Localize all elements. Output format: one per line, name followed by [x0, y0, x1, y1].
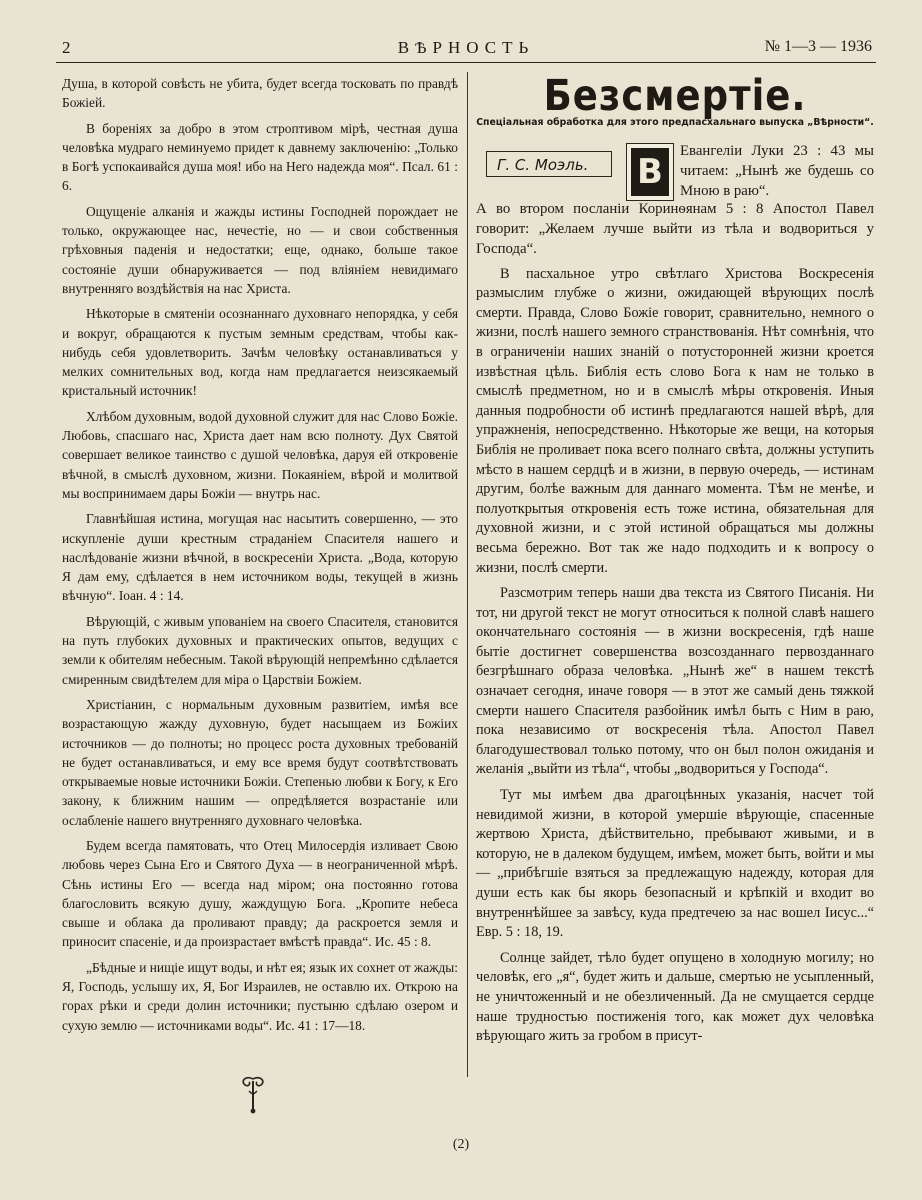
drop-cap-letter: В — [631, 148, 669, 196]
column-divider — [467, 72, 468, 1077]
left-paragraph: Ощущеніе алканія и жажды истины Господней порождает не только, окружающее нас, нечестіе, но — и свои собственныя грѣховныя паденія и недостатки; еще, однако, больше такое состояніе души обнаруживается — под вліяніем невидимаго внутренняго воздѣйствія на нас Христа. — [62, 203, 458, 296]
left-paragraph: Вѣрующій, с живым упованіем на своего Спасителя, становится на путь глубоких духовных и практических опытов, ведущих с земли к обителям небесным. Такой вѣрующій непремѣнно сдѣлается смиренным свидѣтелем для міра о Царствіи Божіем. — [62, 613, 458, 687]
right-paragraph: В пасхальное утро свѣтлаго Христова Воскресенія размыслим глубже о жизни, ожидающей вѣрующих послѣ смерти. Правда, Слово Божіе говорит, сравнительно, немного о жизни, послѣ нашего земного странствованія. Нѣт сомнѣнія, что в ограниченіи наших знаній о потусторонней жизни кроется извѣстная цѣль. Библія есть слово Бога к нам не только в смыслѣ предметном, но и в смыслѣ мѣры откровенія. Иныя данныя подробности об истинѣ предлагаются нашей вѣрѣ, для упражненія, непосредственно. Нѣкоторые же вещи, на которыя Библія не проливает пока всего полнаго свѣта, должны уступить мѣсто в нашем сердцѣ и в жизни, в первую очередь, — истинам другим, болѣе важным для даннаго момента. Тѣм не менѣе, и полуоткрытыя откровенія есть тоже истина, обязательная для духовной жизни, и с этой истиной обращаться мы должны весьма бережно. Вот так же надо подходить и к вопросу о жизни, послѣ смерти. — [476, 265, 874, 576]
left-paragraph: Главнѣйшая истина, могущая нас насытить совершенно, — это искупленіе души крестным страданіем Спасителя нашего и наслѣдованіе жизни вѣчной, в воскресеніи Христа. „Вода, которую Я дам ему, сдѣлается в нем источником воды, текущей в жизнь вѣчную“. Іоан. 4 : 14. — [62, 511, 458, 604]
article-byline-row — [476, 142, 874, 199]
page-header — [56, 36, 876, 63]
issue-number: № 1—3 — 1936 — [764, 38, 872, 55]
left-paragraph: Хлѣбом духовным, водой духовной служит для нас Слово Божіе. Любовь, спасшаго нас, Христа дает нам всю полноту. Дух Святой совершает великое таинство с душой человѣка, даруя ей откровеніе вѣчной, в смыслѣ духовном, жизни. Покаяніем, вѣрой и молитвой мы воспринимаем дары Божіи — внутрь нас. — [62, 408, 458, 501]
article-title: Безсмертіе. — [543, 70, 807, 121]
right-column — [476, 70, 874, 1053]
left-paragraph: Христіанин, с нормальным духовным развитіем, имѣя все возрастающую жажду духовную, будет насыщаем из Божіих источников — до полноты; но процесс роста духовных требованій не будет останавливаться, и ему все время будут соотвѣтствовать открываемые новые источники Божіи. Степенью любви к Богу, к Его закону, к ближним нашим — опредѣляется возрастаніе или ослабленіе нашего внутренняго духовнаго человѣка. — [62, 696, 458, 828]
drop-cap — [626, 143, 674, 201]
left-column — [62, 74, 458, 1041]
article-subtitle: Спеціальная обработка для этого предпасхальнаго выпуска „Вѣрности“. — [476, 117, 874, 129]
page-number: 2 — [62, 38, 71, 57]
left-paragraph: „Бѣдные и нищіе ищут воды, и нѣт ея; язык их сохнет от жажды: Я, Господь, услышу их, Я, Бог Израилев, не оставлю их. Открою на горах рѣки и среди долин источники; пустыню сдѣлаю озером и сухую землю — источниками воды“. Ис. 41 : 17—18. — [62, 959, 458, 1033]
right-paragraph: Солнце зайдет, тѣло будет опущено в холодную могилу; но человѣк, его „я“, будет жить и дальше, смертью не усыпленный, не уничтоженный и не обезличенный. Да не смущается сердце наше трудностью постиженія того, как может дух человѣка вѣрующаго жить за гробом в присут- — [476, 949, 874, 1045]
left-paragraph: Нѣкоторые в смятеніи осознаннаго духовнаго непорядка, у себя и вокруг, обращаются к пустым земным средствам, чтобы как-нибудь себя удовлетворить. Зачѣм человѣку останавливаться у мелких сомнительных вод, когда нам предлагается неизсякаемый кристальный источник! — [62, 306, 458, 399]
lead-continuation: А во втором посланіи Коринѳянам 5 : 8 Апостол Павел говорит: „Желаем лучше выйти из тѣла и водвориться у Господа“. — [476, 200, 874, 257]
right-paragraph: Разсмотрим теперь наши два текста из Святого Писанія. Ни тот, ни другой текст не могут относиться к полной славѣ нашего окончательнаго состоянія — в жизни воскресенія, гдѣ наше бытіе достигнет совершенства возсозданнаго первозданнаго безгрѣшнаго образа человѣка. „Нынѣ же“ в нашем текстѣ означает сегодня, иначе говоря — в этот же самый день тяжкой смерти нашего Спасителя разбойник имѣл быть с Ним в раю, пока независимо от воскресенія тѣла. Апостол Павел благодушествовал только потому, что он был полон ожиданія и желанія „выйти из тѣла“, чтобы „водвориться у Господа“. — [476, 585, 874, 778]
left-paragraph: Будем всегда памятовать, что Отец Милосердія изливает Свою любовь через Сына Его и Святого Духа — в неограниченной мѣрѣ. Сѣнь истины Его — всегда над міром; она постоянно готова благословить всякую душу, жаждущую Бога. „Кропите небеса свыше и облака да проливают правду; да раскроется земля и приносит спасеніе, и да произрастает вмѣстѣ правда“. Ис. 45 : 8. — [62, 837, 458, 950]
footer-page-number: (2) — [452, 1137, 470, 1152]
lead-text: Евангеліи Луки 23 : 43 мы читаем: „Нынѣ же будешь со Мною в раю“. — [680, 142, 874, 199]
author-name: Г. С. Моэль. — [486, 151, 612, 177]
right-paragraph: Тут мы имѣем два драгоцѣнных указанія, насчет той невидимой жизни, в которой умершіе вѣрующіе, спасенные жертвою Христа, дѣйствительно, пребывают живыми, и в которую, не в далеком будущем, имѣем, может быть, войти и мы — „прибѣгшіе взяться за предлежащую надежду, которая для души есть как бы якорь безопасный и крѣпкій и входит во внутреннѣйшее за завѣсу, куда предтечею за нас вошел Іисус...“ Евр. 5 : 18, 19. — [476, 787, 874, 941]
left-paragraph: В бореніях за добро в этом строптивом мірѣ, честная душа человѣка мудраго неминуемо придет к давнему заключенію: „Только в Богѣ успокаивайся душа моя! ибо на Него надежда моя“. Псал. 61 : 6. — [62, 120, 458, 194]
fleuron-icon — [240, 1075, 266, 1115]
left-paragraph: Душа, в которой совѣсть не убита, будет всегда тосковать по правдѣ Божіей. — [62, 76, 458, 111]
masthead-title: ВѢРНОСТЬ — [397, 38, 535, 57]
